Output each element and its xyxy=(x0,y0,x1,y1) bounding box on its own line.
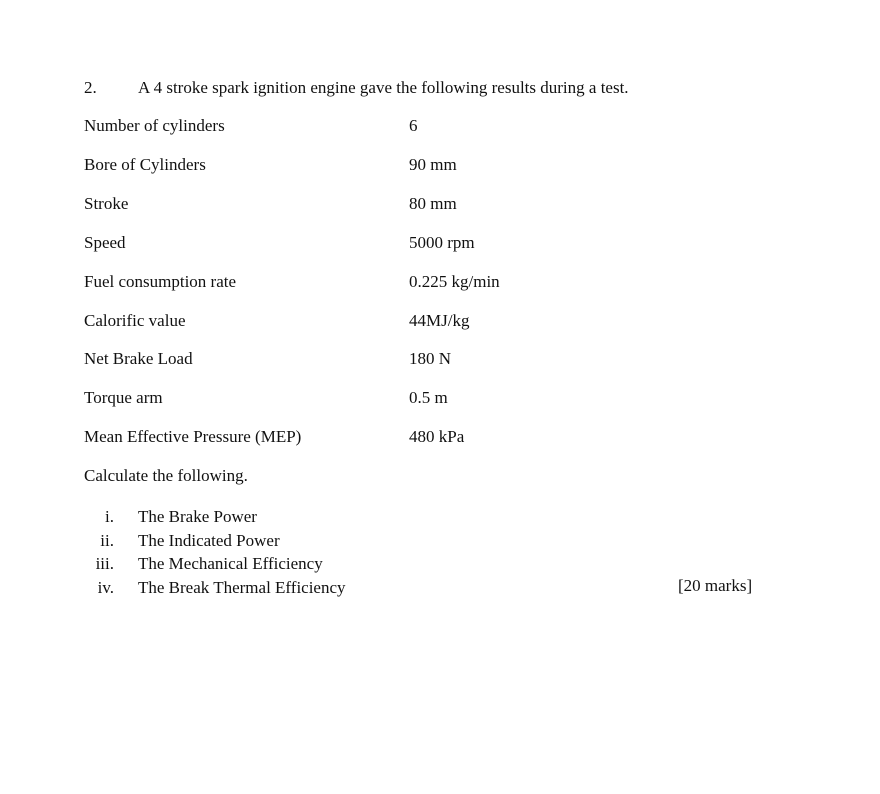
list-item-text: The Brake Power xyxy=(138,507,257,526)
parameter-row-speed xyxy=(84,233,784,257)
parameter-row-stroke xyxy=(84,194,784,218)
parameter-row-fuel-consumption xyxy=(84,272,784,296)
list-item-text: The Indicated Power xyxy=(138,530,280,550)
parameter-label: Speed xyxy=(84,233,126,252)
parameter-value: 480 kPa xyxy=(409,427,465,446)
parameter-row-brake-load xyxy=(84,349,784,373)
parameter-value: 6 xyxy=(409,116,418,135)
calculate-heading: Calculate the following. xyxy=(84,466,248,485)
marks-label: [20 marks] xyxy=(678,576,753,595)
parameter-label: Torque arm xyxy=(84,388,163,407)
parameter-value: 180 N xyxy=(409,349,452,368)
list-numeral: iii. xyxy=(95,554,114,573)
parameter-row-torque-arm xyxy=(84,388,784,412)
parameter-value: 80 mm xyxy=(409,194,457,213)
parameter-row-cylinders xyxy=(84,116,784,140)
parameter-label: Fuel consumption rate xyxy=(84,272,237,291)
parameter-value: 5000 rpm xyxy=(409,233,475,252)
question-number: 2. xyxy=(84,78,97,97)
list-item-text: The Mechanical Efficiency xyxy=(138,554,323,573)
parameter-row-calorific-value xyxy=(84,311,784,335)
list-numeral: i. xyxy=(105,507,114,526)
parameter-label: Calorific value xyxy=(84,311,186,330)
parameter-label: Net Brake Load xyxy=(84,349,193,368)
parameter-row-bore xyxy=(84,155,784,179)
list-numeral: iv. xyxy=(97,577,114,597)
parameter-value: 44MJ/kg xyxy=(409,311,470,330)
parameter-row-mep xyxy=(84,427,784,451)
list-item xyxy=(84,552,784,576)
list-numeral: ii. xyxy=(100,530,114,550)
question-intro: A 4 stroke spark ignition engine gave the following results during a test. xyxy=(138,78,629,97)
parameter-label: Bore of Cylinders xyxy=(84,155,206,174)
list-item xyxy=(84,529,784,553)
parameter-label: Mean Effective Pressure (MEP) xyxy=(84,427,302,446)
parameter-label: Stroke xyxy=(84,194,129,213)
parameter-label: Number of cylinders xyxy=(84,116,225,135)
parameter-value: 90 mm xyxy=(409,155,457,174)
list-item xyxy=(84,505,784,529)
list-item-text: The Break Thermal Efficiency xyxy=(138,577,346,597)
parameter-value: 0.5 m xyxy=(409,388,448,407)
parameter-value: 0.225 kg/min xyxy=(409,272,500,291)
